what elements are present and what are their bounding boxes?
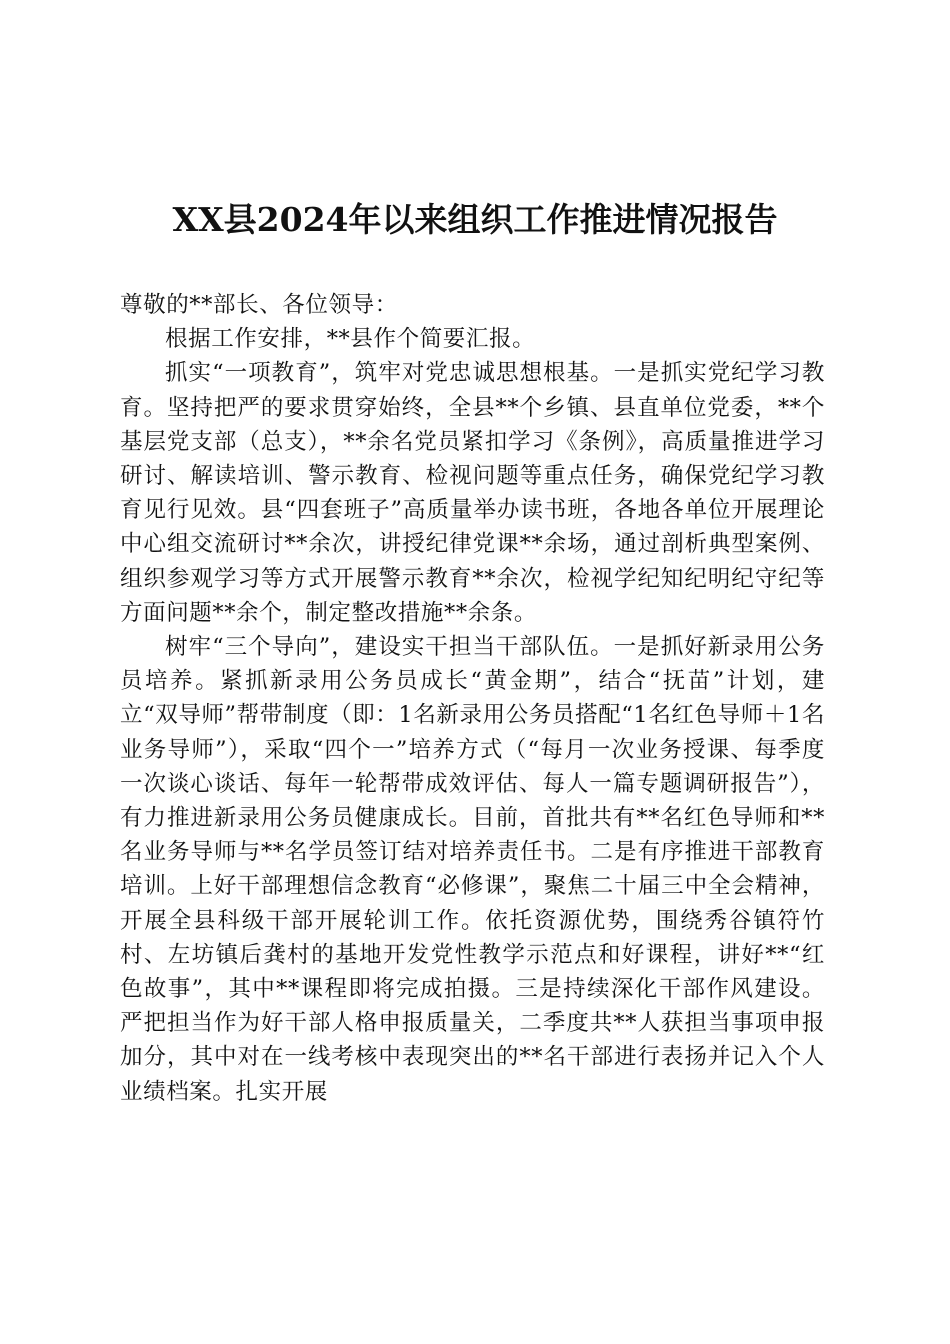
paragraph-cadre-team: 树牢“三个导向”，建设实干担当干部队伍。一是抓好新录用公务员培养。紧抓新录用公务员成长“黄金期”，结合“抚苗”计划，建立“双导师”帮带制度（即：1名新录用公务员搭配“1名红色导师＋1名业务导师”），采取“四个一”培养方式（“每月一次业务授课、每季度一次谈心谈话、每年一轮帮带成效评估、每人一篇专题调研报告”），有力推进新录用公务员健康成长。目前，首批共有**名红色导师和**名业务导师与**名学员签订结对培养责任书。二是有序推进干部教育培训。上好干部理想信念教育“必修课”，聚焦二十届三中全会精神，开展全县科级干部开展轮训工作。依托资源优势，围绕秀谷镇符竹村、左坊镇后龚村的基地开发党性教学示范点和好课程，讲好**“红色故事”，其中**课程即将完成拍摄。三是持续深化干部作风建设。严把担当作为好干部人格申报质量关，二季度共**人获担当事项申报加分，其中对在一线考核中表现突出的**名干部进行表扬并记入个人业绩档案。扎实开展 (120, 634, 825, 1105)
salutation: 尊敬的**部长、各位领导： (120, 292, 398, 318)
document-body (120, 288, 825, 1109)
paragraph-intro: 根据工作安排，**县作个简要汇报。 (165, 326, 536, 353)
paragraph-education: 抓实“一项教育”，筑牢对党忠诚思想根基。一是抓实党纪学习教育。坚持把严的要求贯穿始终，全县**个乡镇、县直单位党委，**个基层党支部（总支），**余名党员紧扣学习《条例》，高质量推进学习研讨、解读培训、警示教育、检视问题等重点任务，确保党纪学习教育见行见效。县“四套班子”高质量举办读书班，各地各单位开展理论中心组交流研讨**余次，讲授纪律党课**余场，通过剖析典型案例、组织参观学习等方式开展警示教育**余次，检视学纪知纪明纪守纪等方面问题**余个，制定整改措施**余条。 (120, 360, 825, 626)
document-title: XX县2024年以来组织工作推进情况报告 (172, 200, 778, 239)
